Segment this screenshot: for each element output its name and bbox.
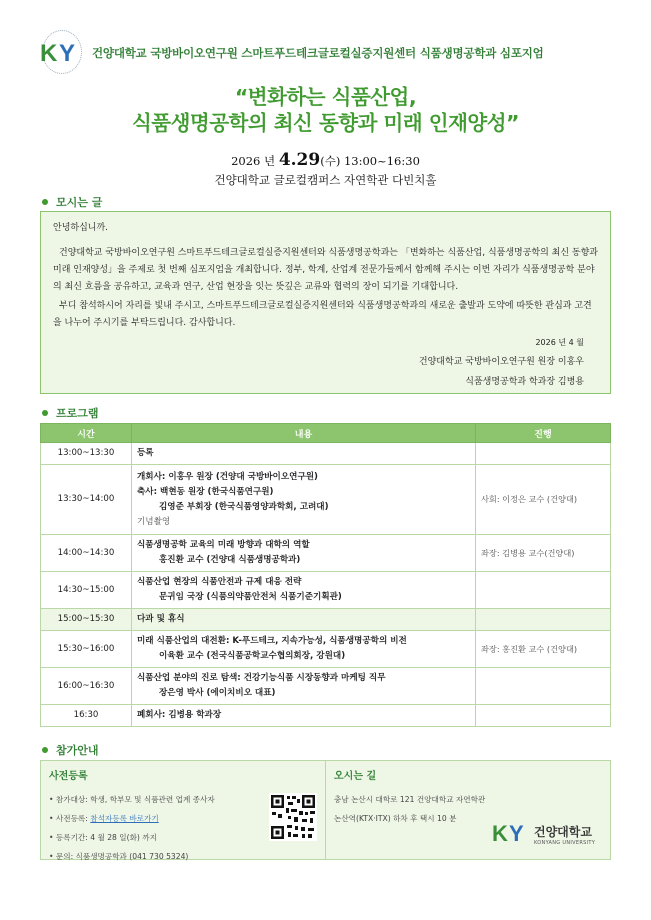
bullet-icon — [42, 747, 48, 753]
invitation-paragraph-1: 건양대학교 국방바이오연구원 스마트푸드테크글로컬실증지원센터와 식품생명공학과는 「변화하는 식품산업, 식품생명공학의 최신 동향과 미래 인재양성」을 주제로 첫 번째 심포지엄을 개최합니다. 정부, 학계, 산업계 전문가들께서 함께해 주시는 이번 자리가 식품생명공학 분야의 최신 흐름을 공유하고, 교육과 연구, 산업 현장을 잇는 뜻깊은 교류와 협력의 장이 되기를 기대합니다. — [53, 248, 599, 292]
table-row: 13:00~13:30 등록 — [41, 443, 611, 465]
column-header-time: 시간 — [41, 424, 132, 443]
column-header-content: 내용 — [132, 424, 476, 443]
registration-title: 사전등록 — [49, 771, 88, 782]
greeting: 안녕하십니까. — [53, 223, 109, 233]
university-logo: K Y 건양대학교 KONYANG UNIVERSITY — [492, 821, 596, 846]
program-table — [40, 423, 611, 727]
signer-2: 식품생명공학과 학과장 김병용 — [465, 377, 584, 387]
university-name: 건양대학교 — [534, 825, 592, 839]
list-item: • 등록기간: 4 월 28 일(화) 까지 — [49, 833, 157, 842]
event-date: 2026 년 4.29(수) 13:00~16:30 — [231, 150, 420, 170]
table-row: 15:00~15:30 다과 및 휴식 — [41, 609, 611, 631]
registration-panel — [41, 761, 326, 859]
invitation-label: 모시는 글 — [42, 194, 102, 210]
invitation-paragraph-2: 부디 참석하시어 자리를 빛내 주시고, 스마트푸드테크글로컬실증지원센터와 식품생명공학과의 새로운 출발과 도약에 따뜻한 관심과 고견을 나누어 주시기를 부탁드립니다. 감사합니다. — [53, 301, 592, 328]
table-row: 14:00~14:30 식품생명공학 교육의 미래 방향과 대학의 역할 홍진환 교수 (건양대 식품생명공학과) 좌장: 김병용 교수(건양대) — [41, 535, 611, 572]
list-item: • 문의: 식품생명공학과 (041 730 5324) — [49, 852, 189, 861]
route-line: 논산역(KTX·ITX) 하차 후 택시 10 분 — [334, 814, 457, 823]
invitation-box — [40, 211, 611, 394]
table-row: 15:30~16:00 미래 식품산업의 대전환: K-푸드테크, 지속가능성, 식품생명공학의 비전 이육환 교수 (전국식품공학교수협의회장, 강원대) 좌장: 홍진환 교수 (건양대) — [41, 631, 611, 668]
table-row: 16:00~16:30 식품산업 분야의 진로 탐색: 건강기능식품 시장동향과 마케팅 직무 장은영 박사 (에이치비오 대표) — [41, 668, 611, 705]
main-title-line1: “변화하는 식품산업, — [234, 85, 417, 109]
header-title: 건양대학교 국방바이오연구원 스마트푸드테크글로컬실증지원센터 식품생명공학과 심포지엄 — [92, 46, 544, 60]
event-venue: 건양대학교 글로컬캠퍼스 자연학관 다빈치홀 — [214, 173, 437, 187]
route-line: 충남 논산시 대학로 121 건양대학교 자연학관 — [334, 795, 486, 804]
bullet-icon — [42, 199, 48, 205]
qr-code-icon[interactable] — [269, 781, 317, 853]
program-label: 프로그램 — [42, 405, 99, 421]
register-link[interactable]: 참석자등록 바로가기 — [90, 814, 159, 823]
route-title: 오시는 길 — [334, 771, 377, 782]
list-item: • 참가대상: 학생, 학부모 및 식품관련 업계 종사자 — [49, 795, 215, 804]
table-row: 13:30~14:00 개회사: 이홍우 원장 (건양대 국방바이오연구원) 축사: 백현동 원장 (한국식품연구원) 김영준 부회장 (한국식품영양과학회, 고려대) 기념촬영 사회: 이정은 교수 (건양대) — [41, 465, 611, 535]
header — [40, 38, 620, 68]
konyang-logo-icon: K — [492, 821, 505, 846]
list-item: • 사전등록: 참석자등록 바로가기 — [49, 814, 159, 823]
route-panel — [326, 761, 610, 859]
bullet-icon — [42, 410, 48, 416]
invitation-date: 2026 년 4 월 — [535, 338, 584, 347]
event-day: 4.29 — [278, 150, 321, 170]
signer-1: 건양대학교 국방바이오연구원 원장 이홍우 — [418, 357, 584, 367]
column-header-host: 진행 — [476, 424, 611, 443]
university-name-english: KONYANG UNIVERSITY — [534, 840, 596, 846]
info-panel — [40, 760, 611, 860]
info-label: 참가안내 — [42, 742, 99, 758]
table-row: 14:30~15:00 식품산업 현장의 식품안전과 규제 대응 전략 문귀임 국장 (식품의약품안전처 식품기준기획관) — [41, 572, 611, 609]
table-row: 16:30 폐회사: 김병용 학과장 — [41, 705, 611, 727]
main-title-line2: 식품생명공학의 최신 동향과 미래 인재양성” — [132, 111, 519, 135]
konyang-logo-icon: K Y — [40, 38, 84, 68]
